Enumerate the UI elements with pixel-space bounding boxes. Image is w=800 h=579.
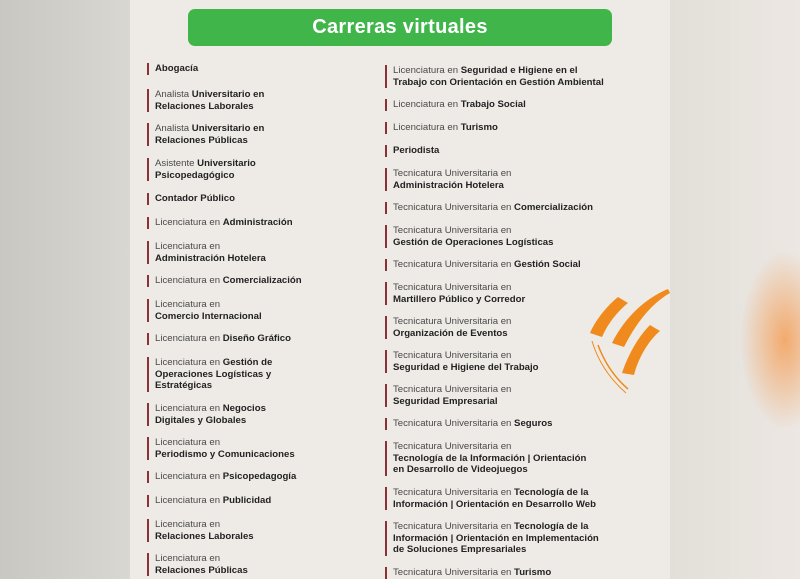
career-list-item — [147, 299, 360, 322]
career-name: Tecnología de la Información | Orientación — [393, 452, 587, 464]
career-prefix: Analista — [155, 123, 192, 134]
career-name: Operaciones Logísticas y — [155, 368, 272, 380]
career-prefix: Tecnicatura Universitaria en — [393, 316, 512, 327]
career-line — [155, 471, 360, 483]
career-list-item — [385, 441, 658, 476]
career-line — [393, 65, 658, 77]
career-list-item — [147, 437, 360, 460]
career-name: Relaciones Laborales — [155, 100, 254, 112]
career-line — [393, 487, 658, 499]
career-line — [155, 403, 360, 415]
career-line — [155, 123, 360, 135]
career-line — [393, 237, 658, 249]
career-name: Turismo — [514, 567, 552, 578]
career-line — [155, 275, 360, 287]
career-prefix: Tecnicatura Universitaria en — [393, 384, 512, 395]
career-list-item — [147, 123, 360, 146]
career-prefix: Licenciatura en — [155, 333, 223, 344]
career-line — [393, 453, 658, 465]
career-list-item — [147, 275, 360, 287]
career-line — [393, 544, 658, 556]
career-line — [155, 357, 360, 369]
career-name: Martillero Público y Corredor — [393, 293, 526, 305]
career-list-item — [147, 471, 360, 483]
career-line — [155, 217, 360, 229]
career-prefix: Tecnicatura Universitaria en — [393, 202, 515, 213]
career-prefix: Tecnicatura Universitaria en — [393, 487, 515, 498]
career-line — [393, 396, 658, 408]
career-prefix: Licenciatura en — [155, 553, 221, 564]
career-prefix: Tecnicatura Universitaria en — [393, 441, 512, 452]
career-name: Digitales y Globales — [155, 414, 247, 426]
career-line — [393, 202, 658, 214]
career-prefix: Licenciatura en — [155, 437, 221, 448]
career-line — [393, 180, 658, 192]
career-list-item — [147, 519, 360, 542]
page-title: Carreras virtuales — [312, 16, 488, 38]
career-line — [393, 225, 658, 237]
career-line — [155, 415, 360, 427]
career-list-item — [385, 418, 658, 430]
career-name: en Desarrollo de Videojuegos — [393, 464, 528, 475]
career-name: de Soluciones Empresariales — [393, 544, 527, 555]
career-name: Tecnología de la — [514, 487, 589, 498]
career-name: Contador Público — [155, 193, 235, 204]
career-prefix: Analista — [155, 89, 192, 100]
career-name: Seguros — [514, 418, 553, 429]
career-list-item — [147, 217, 360, 229]
career-list-item — [385, 99, 658, 111]
career-prefix: Licenciatura en — [155, 217, 223, 228]
career-list-item — [385, 487, 658, 510]
career-line — [155, 158, 360, 170]
career-line — [393, 77, 658, 89]
career-list-item — [147, 158, 360, 181]
career-name: Seguridad Empresarial — [393, 395, 498, 407]
career-line — [155, 437, 360, 449]
career-prefix: Licenciatura en — [155, 471, 223, 482]
career-line — [155, 89, 360, 101]
career-line — [393, 464, 658, 476]
career-name: Periodismo y Comunicaciones — [155, 448, 295, 460]
career-list-item — [147, 193, 360, 205]
career-line — [155, 63, 360, 75]
orange-leaf-logo — [588, 285, 670, 395]
career-line — [155, 531, 360, 543]
career-name: Información | Orientación en Implementación — [393, 532, 599, 544]
career-list-item — [147, 63, 360, 75]
career-name: Organización de Eventos — [393, 327, 508, 339]
career-name: Universitario — [197, 158, 256, 169]
career-prefix: Tecnicatura Universitaria en — [393, 259, 515, 270]
photo-background-left — [0, 0, 130, 579]
career-list-item — [147, 553, 360, 576]
career-prefix: Licenciatura en — [155, 495, 223, 506]
career-prefix: Tecnicatura Universitaria en — [393, 168, 512, 179]
career-prefix: Licenciatura en — [155, 357, 223, 368]
career-name: Comercialización — [222, 275, 302, 286]
career-prefix: Licenciatura en — [155, 241, 221, 252]
career-list-item — [147, 357, 360, 392]
career-name: Periodista — [393, 145, 440, 156]
career-name: Universitario en — [191, 123, 265, 134]
career-prefix: Tecnicatura Universitaria en — [393, 567, 515, 578]
career-line — [155, 565, 360, 577]
careers-flyer — [130, 0, 670, 579]
career-name: Gestión de Operaciones Logísticas — [393, 236, 554, 248]
career-list-item — [385, 202, 658, 214]
career-prefix: Licenciatura en — [393, 99, 461, 110]
career-name: Relaciones Laborales — [155, 530, 254, 542]
career-name: Relaciones Públicas — [155, 134, 248, 146]
career-line — [155, 449, 360, 461]
career-line — [155, 170, 360, 182]
career-list-item — [385, 65, 658, 88]
career-list-item — [385, 168, 658, 191]
career-line — [155, 253, 360, 265]
career-line — [393, 533, 658, 545]
career-name: Trabajo con Orientación en Gestión Ambiental — [393, 76, 604, 88]
career-prefix: Asistente — [155, 158, 198, 169]
career-prefix: Tecnicatura Universitaria en — [393, 225, 512, 236]
career-name: Tecnología de la — [514, 521, 589, 532]
career-line — [393, 145, 658, 157]
career-list-item — [147, 333, 360, 345]
career-prefix: Licenciatura en — [155, 403, 223, 414]
career-list-item — [385, 567, 658, 579]
career-list-item — [385, 259, 658, 271]
career-name: Gestión Social — [514, 259, 581, 270]
career-line — [155, 135, 360, 147]
career-line — [393, 122, 658, 134]
career-list-item — [147, 241, 360, 264]
career-list-item — [385, 521, 658, 556]
career-line — [393, 499, 658, 511]
career-name: Psicopedagogía — [222, 471, 297, 482]
career-name: Abogacía — [155, 63, 199, 74]
career-name: Seguridad e Higiene del Trabajo — [393, 361, 539, 373]
career-prefix: Tecnicatura Universitaria en — [393, 418, 515, 429]
career-line — [155, 495, 360, 507]
career-line — [155, 311, 360, 323]
career-line — [393, 259, 658, 271]
career-name: Seguridad e Higiene en el — [460, 65, 578, 76]
career-name: Publicidad — [222, 495, 272, 506]
career-list-item — [147, 495, 360, 507]
career-list-item — [147, 403, 360, 426]
career-name: Comercio Internacional — [155, 310, 262, 322]
career-prefix: Tecnicatura Universitaria en — [393, 521, 515, 532]
career-name: Turismo — [460, 122, 498, 133]
career-name: Gestión de — [222, 357, 273, 368]
career-line — [155, 333, 360, 345]
career-line — [155, 380, 360, 392]
career-line — [393, 168, 658, 180]
career-name: Administración Hotelera — [393, 179, 504, 191]
career-name: Psicopedagógico — [155, 169, 235, 181]
career-line — [393, 567, 658, 579]
career-list-item — [385, 122, 658, 134]
header-banner — [188, 9, 612, 46]
career-name: Negocios — [222, 403, 266, 414]
career-list-item — [385, 145, 658, 157]
career-line — [155, 519, 360, 531]
career-line — [393, 418, 658, 430]
career-name: Estratégicas — [155, 380, 213, 391]
career-name: Administración Hotelera — [155, 252, 266, 264]
career-line — [155, 299, 360, 311]
career-line — [393, 441, 658, 453]
career-name: Diseño Gráfico — [222, 333, 291, 344]
career-name: Universitario en — [191, 89, 265, 100]
career-prefix: Tecnicatura Universitaria en — [393, 282, 512, 293]
career-prefix: Licenciatura en — [393, 65, 461, 76]
career-prefix: Licenciatura en — [155, 299, 221, 310]
career-prefix: Licenciatura en — [393, 122, 461, 133]
career-line — [393, 99, 658, 111]
career-prefix: Licenciatura en — [155, 519, 221, 530]
career-line — [155, 101, 360, 113]
career-line — [393, 521, 658, 533]
career-line — [155, 241, 360, 253]
career-prefix: Tecnicatura Universitaria en — [393, 350, 512, 361]
career-list-item — [147, 89, 360, 112]
career-list-item — [385, 225, 658, 248]
career-line — [155, 553, 360, 565]
career-name: Comercialización — [514, 202, 593, 213]
career-line — [155, 193, 360, 205]
career-name: Relaciones Públicas — [155, 564, 248, 576]
career-name: Información | Orientación en Desarrollo Web — [393, 498, 596, 510]
career-name: Administración — [222, 217, 293, 228]
career-name: Trabajo Social — [460, 99, 526, 110]
career-line — [155, 369, 360, 381]
career-prefix: Licenciatura en — [155, 275, 223, 286]
